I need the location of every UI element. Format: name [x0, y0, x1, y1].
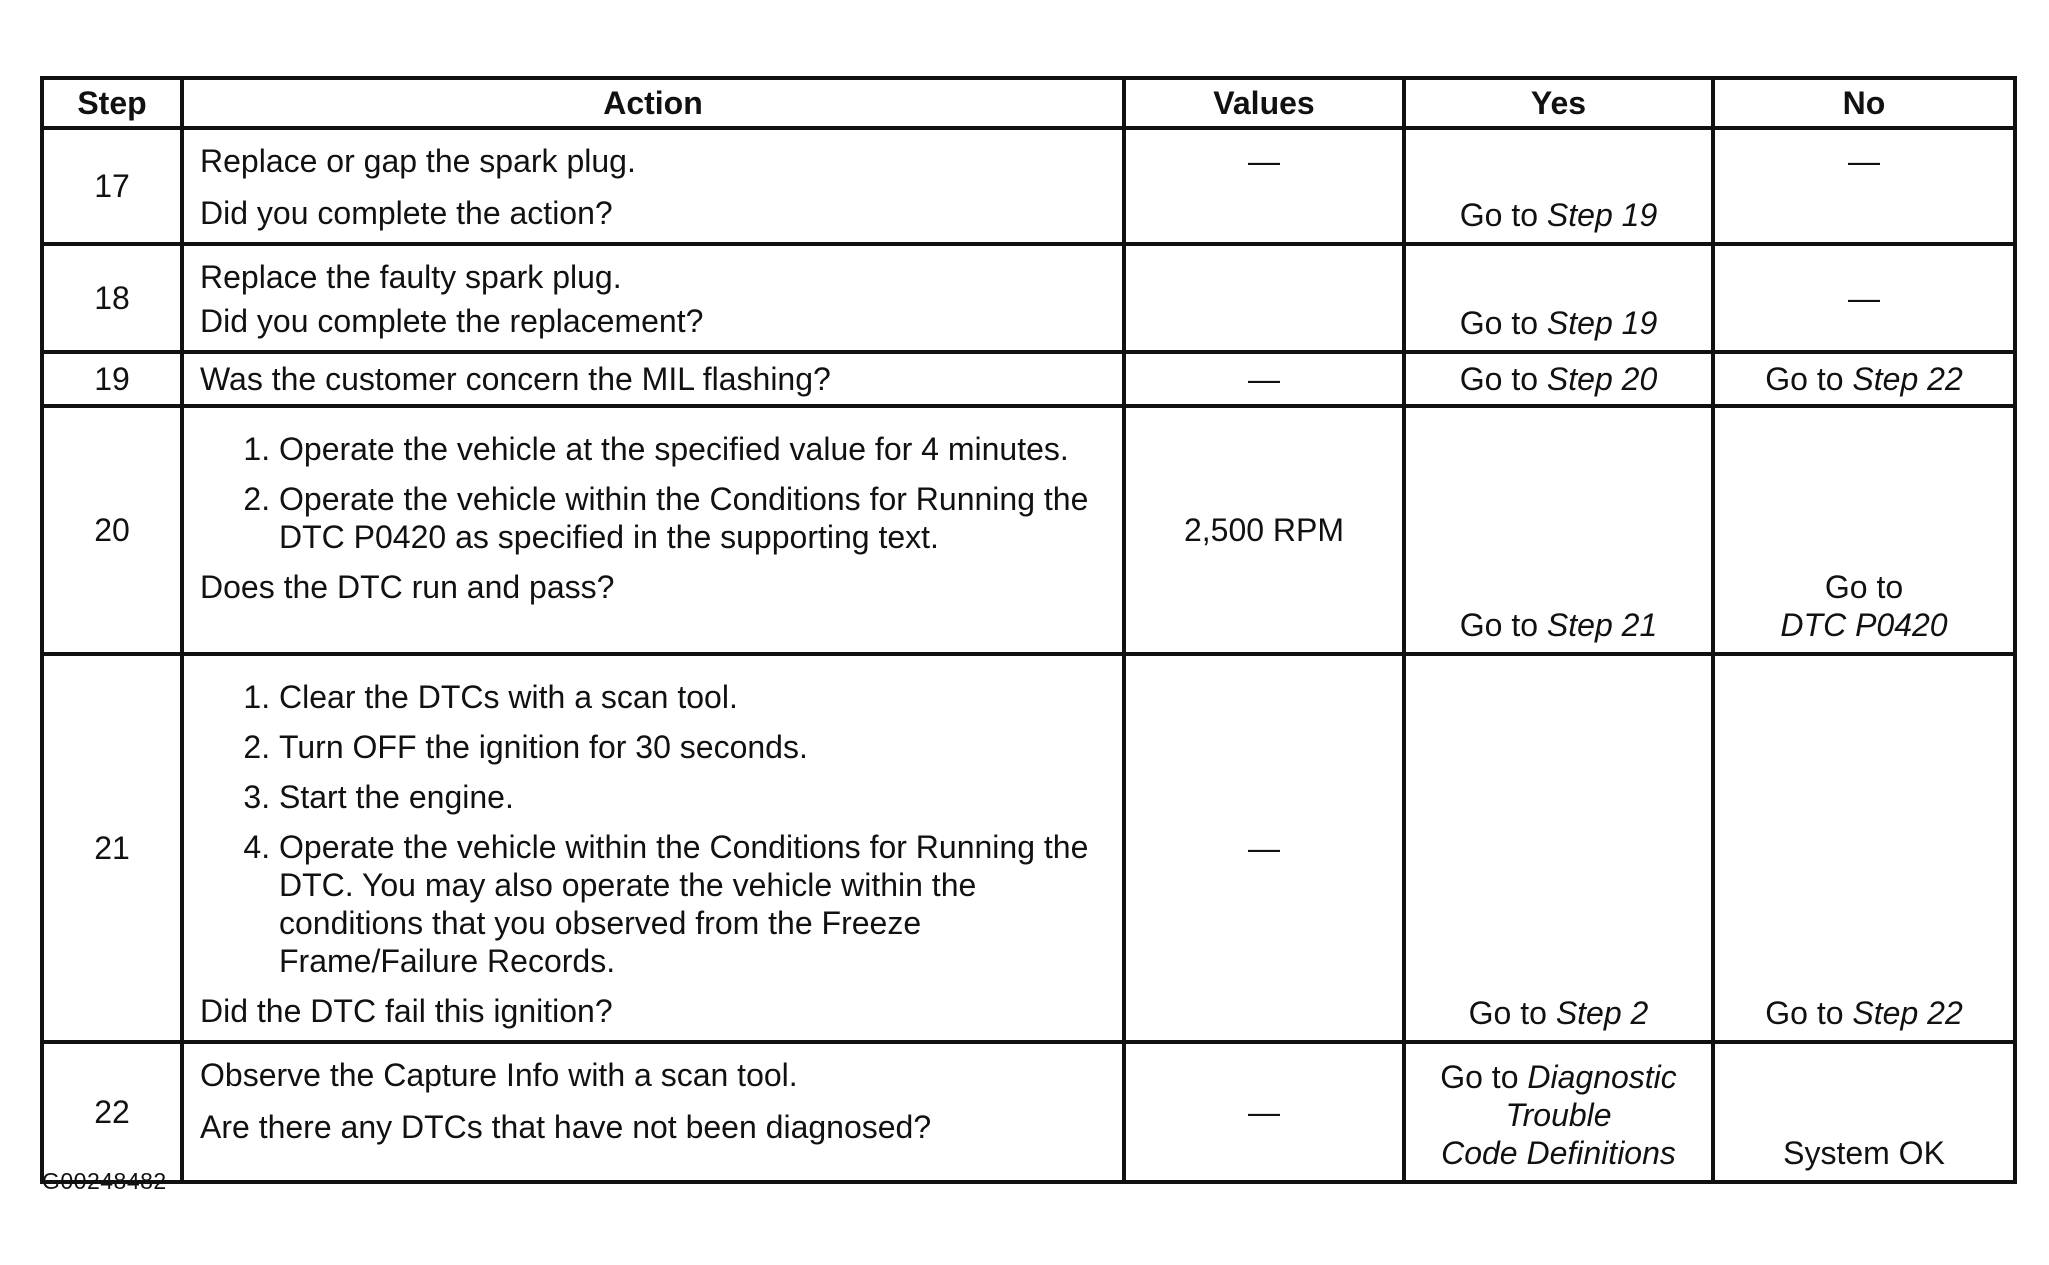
yes-cell: [1404, 1042, 1713, 1182]
diagnostic-table: [40, 76, 2017, 1184]
action-cell: [182, 654, 1124, 1042]
substep: 3. Start the engine.: [279, 778, 1108, 816]
dtc-definitions-link[interactable]: Diagnostic: [1527, 1059, 1677, 1095]
step-link[interactable]: Step 21: [1546, 607, 1658, 643]
header-row: [42, 78, 2015, 128]
values-cell: [1124, 244, 1404, 352]
substep-list: [200, 430, 1108, 556]
step-number: 19: [42, 352, 182, 406]
go-to-text: Go to: [1765, 361, 1844, 397]
substep: 2. Operate the vehicle within the Conditions for Running the DTC P0420 as specified in the supporting text.: [279, 480, 1108, 556]
substep: 4. Operate the vehicle within the Conditions for Running the DTC. You may also operate the vehicle within the conditions that you observed from the Freeze Frame/Failure Records.: [279, 828, 1108, 980]
action-cell: [182, 244, 1124, 352]
table-row: [42, 654, 2015, 1042]
action-text: Replace or gap the spark plug.: [200, 143, 636, 179]
yes-cell: [1404, 244, 1713, 352]
step-number: 22: [42, 1042, 182, 1182]
substep: 1. Clear the DTCs with a scan tool.: [279, 678, 1108, 716]
action-text: Replace the faulty spark plug.: [200, 259, 622, 295]
action-question: Did you complete the replacement?: [200, 303, 704, 339]
dtc-definitions-link-line3[interactable]: Code Definitions: [1441, 1135, 1676, 1171]
go-to-text: Go to: [1459, 361, 1539, 397]
action-question: Did you complete the action?: [200, 195, 613, 231]
yes-cell: [1404, 128, 1713, 244]
no-cell: System OK: [1713, 1042, 2015, 1182]
no-cell: —: [1713, 244, 2015, 352]
action-cell: [182, 128, 1124, 244]
action-text: Observe the Capture Info with a scan tool.: [200, 1057, 798, 1093]
table-row: [42, 244, 2015, 352]
step-number: 21: [42, 654, 182, 1042]
step-link[interactable]: Step 22: [1852, 995, 1963, 1031]
step-link[interactable]: Step 2: [1555, 995, 1649, 1031]
yes-cell: [1404, 406, 1713, 654]
go-to-text: Go to: [1459, 305, 1539, 341]
header-values: Values: [1124, 78, 1404, 128]
substep: 1. Operate the vehicle at the specified value for 4 minutes.: [279, 430, 1108, 468]
go-to-text: Go to: [1765, 995, 1844, 1031]
values-cell: —: [1124, 128, 1404, 244]
step-link[interactable]: Step 20: [1546, 361, 1658, 397]
header-yes: Yes: [1404, 78, 1713, 128]
step-number: 17: [42, 128, 182, 244]
action-question: Did the DTC fail this ignition?: [200, 993, 613, 1029]
values-cell: 2,500 RPM: [1124, 406, 1404, 654]
go-to-text: Go to: [1824, 569, 1904, 605]
action-question: Was the customer concern the MIL flashing?: [200, 361, 831, 397]
values-cell: —: [1124, 352, 1404, 406]
go-to-text: Go to: [1459, 607, 1539, 643]
no-cell: [1713, 352, 2015, 406]
step-number: 20: [42, 406, 182, 654]
yes-cell: [1404, 352, 1713, 406]
step-link[interactable]: Step 19: [1546, 197, 1658, 233]
step-link[interactable]: Step 22: [1852, 361, 1963, 397]
values-cell: —: [1124, 1042, 1404, 1182]
header-step: Step: [42, 78, 182, 128]
yes-cell: [1404, 654, 1713, 1042]
step-link[interactable]: Step 19: [1546, 305, 1658, 341]
step-number: 18: [42, 244, 182, 352]
action-question: Are there any DTCs that have not been diagnosed?: [200, 1109, 932, 1145]
action-cell: [182, 406, 1124, 654]
go-to-text: Go to: [1440, 1059, 1519, 1095]
table-row: [42, 352, 2015, 406]
substep-list: [200, 678, 1108, 980]
no-cell: —: [1713, 128, 2015, 244]
table-row: [42, 1042, 2015, 1182]
go-to-text: Go to: [1459, 197, 1539, 233]
table-row: [42, 406, 2015, 654]
action-cell: [182, 1042, 1124, 1182]
no-cell: [1713, 406, 2015, 654]
header-no: No: [1713, 78, 2015, 128]
header-action: Action: [182, 78, 1124, 128]
dtc-definitions-link-line2[interactable]: Trouble: [1505, 1097, 1612, 1133]
values-cell: —: [1124, 654, 1404, 1042]
table-row: [42, 128, 2015, 244]
action-question: Does the DTC run and pass?: [200, 569, 615, 605]
go-to-text: Go to: [1468, 995, 1547, 1031]
no-cell: [1713, 654, 2015, 1042]
substep: 2. Turn OFF the ignition for 30 seconds.: [279, 728, 1108, 766]
figure-id: G00248482: [42, 1168, 167, 1194]
action-cell: [182, 352, 1124, 406]
dtc-link[interactable]: DTC P0420: [1780, 607, 1948, 643]
